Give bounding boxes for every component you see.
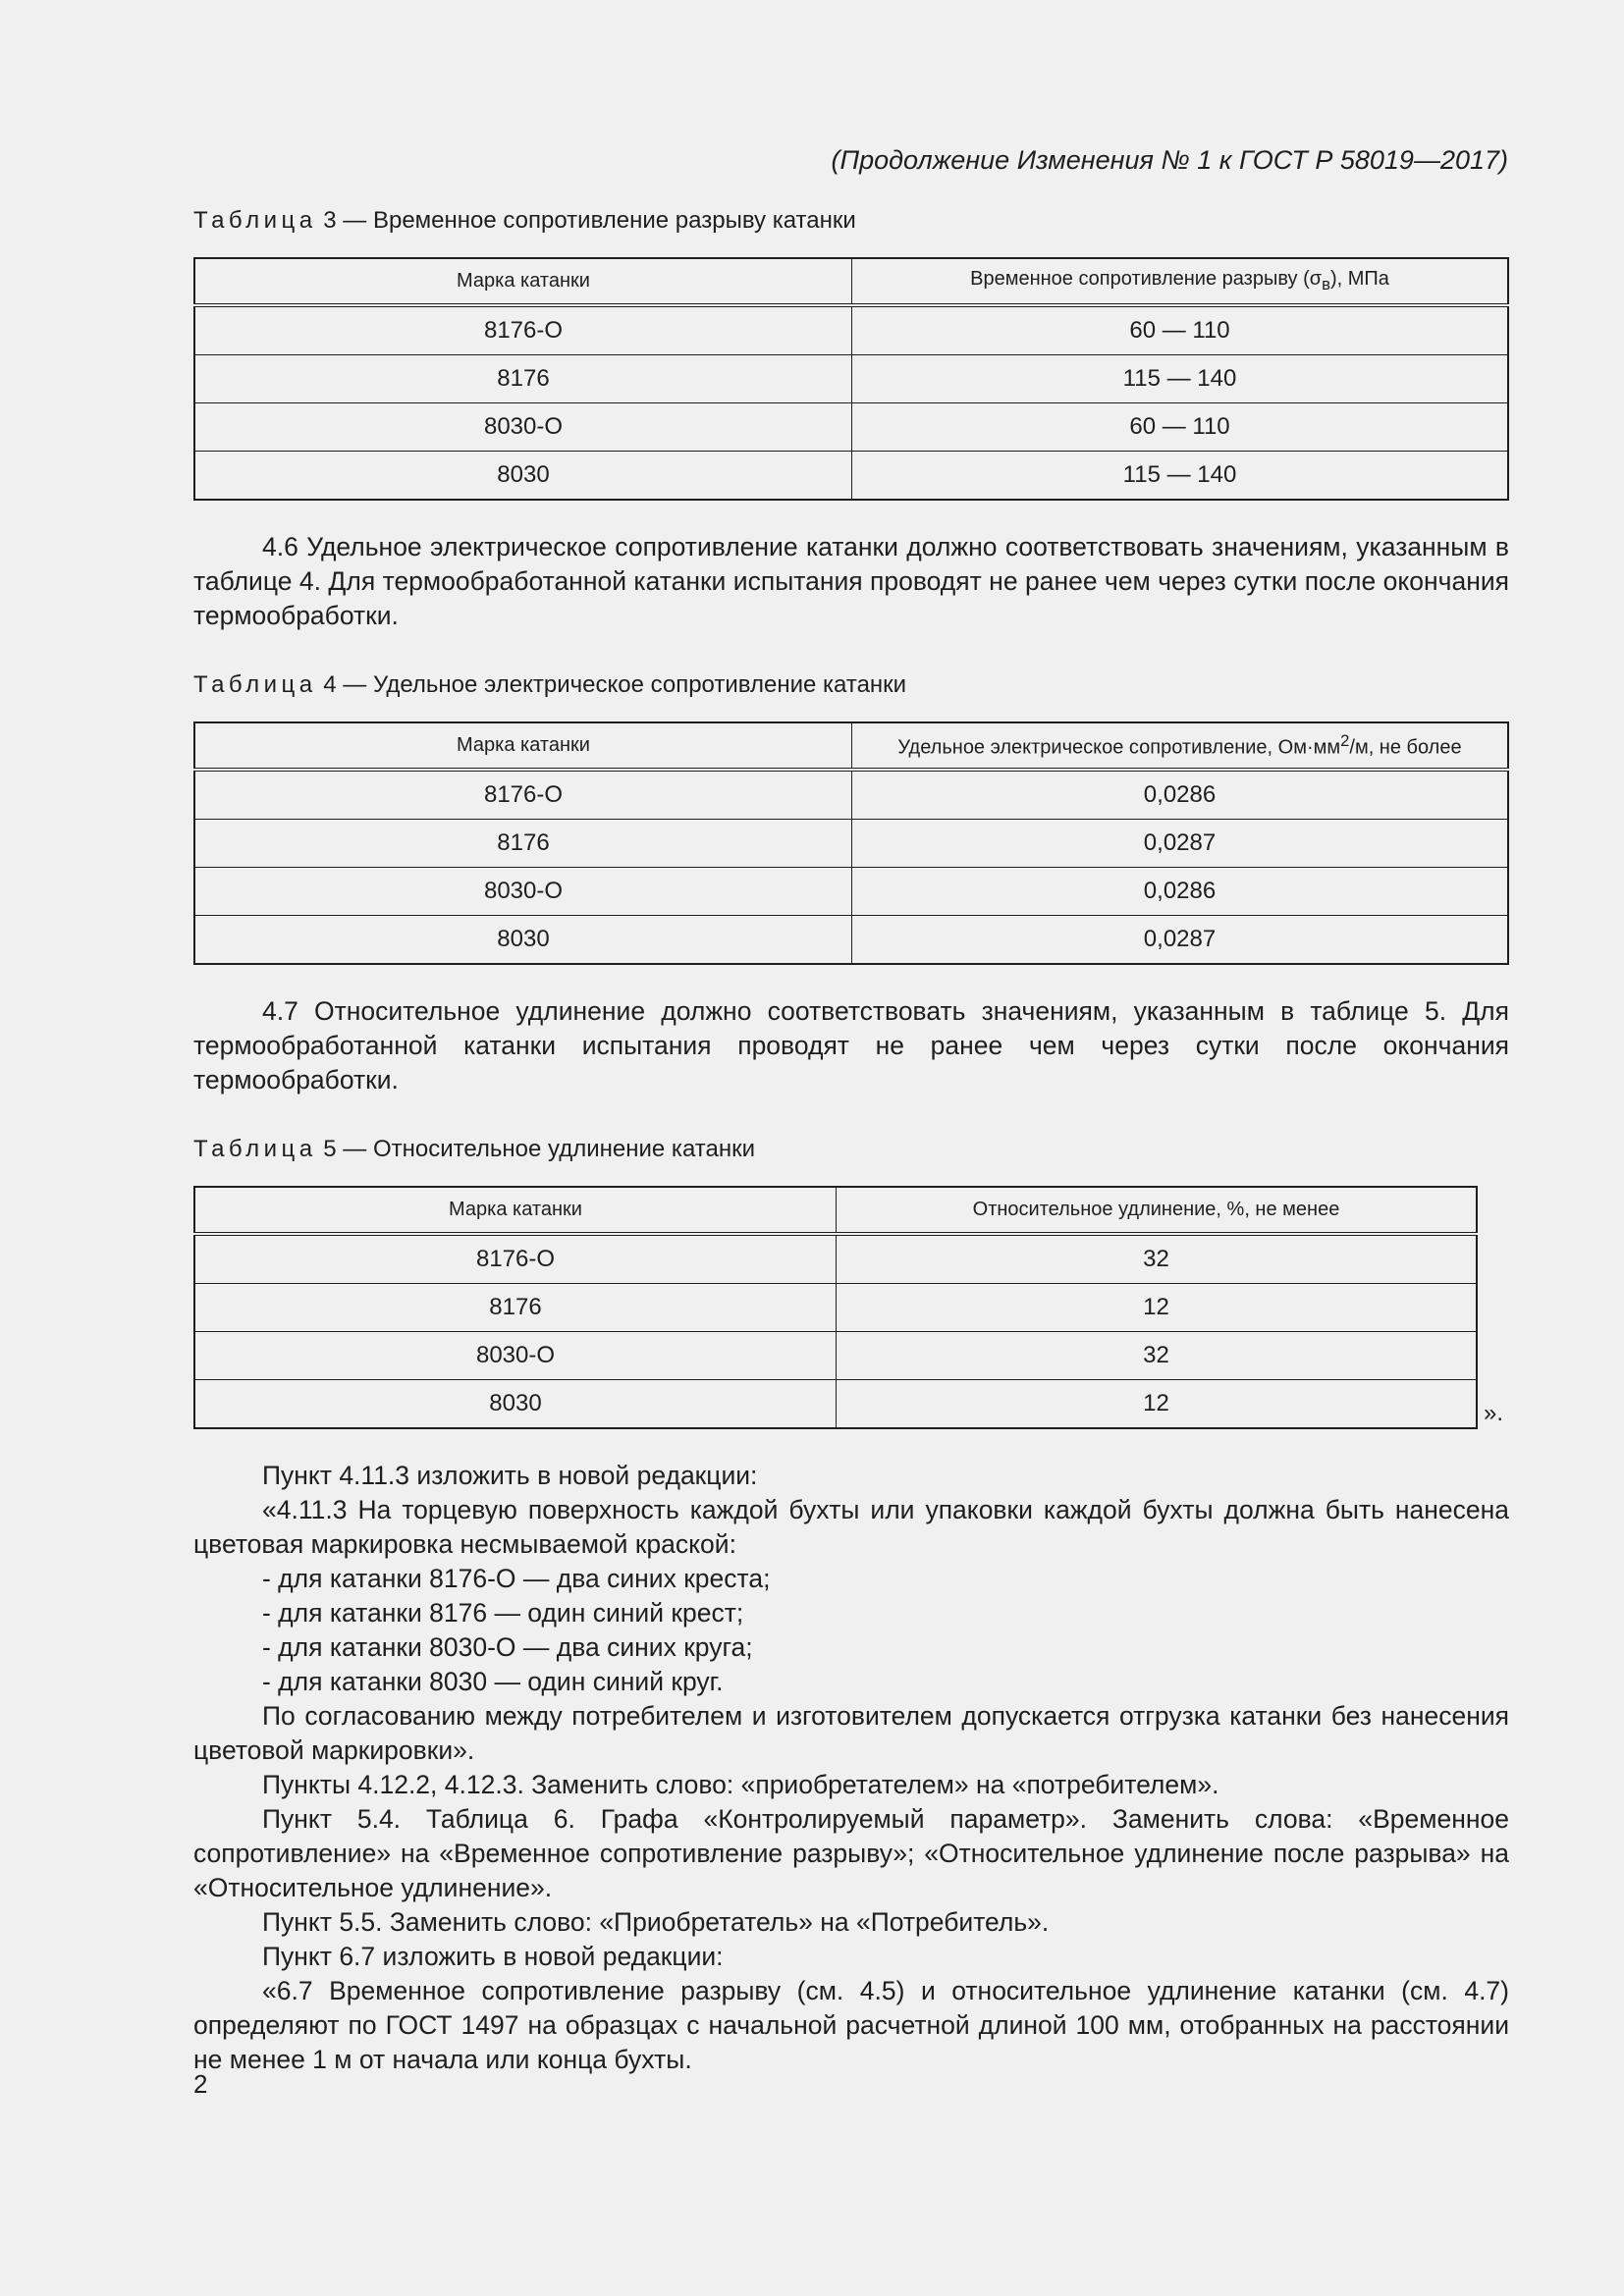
table5-wrapper [193,1186,1509,1429]
table5-caption [193,1135,1509,1164]
table-cell-grade: 8176 [194,355,852,403]
table3-col-strength-tail: ), МПа [1329,268,1389,290]
table5-header-row [194,1187,1477,1234]
table5-closing-quote: ». [1484,1400,1504,1426]
table-cell-grade: 8030-О [194,868,852,916]
table3-col-grade: Марка катанки [194,258,852,305]
table-cell-grade: 8030 [194,916,852,965]
table-cell-value: 32 [837,1332,1478,1380]
table-cell-grade: 8030 [194,1380,837,1429]
table-row [194,305,1508,355]
table-cell-value: 0,0287 [852,820,1509,868]
table-row [194,355,1508,403]
table4-caption [193,670,1509,700]
table-row [194,403,1508,452]
table-row [194,1380,1477,1429]
table5-col-grade: Марка катанки [194,1187,837,1234]
table5-caption-prefix: Таблица [193,1136,317,1162]
table-cell-grade: 8176 [194,1284,837,1332]
table-row [194,1284,1477,1332]
table-cell-value: 32 [837,1234,1478,1284]
table-cell-value: 0,0286 [852,770,1509,820]
table4-col-resistivity [852,722,1509,770]
table5-caption-text: 5 — Относительное удлинение катанки [323,1136,756,1162]
table3-col-strength-main: Временное сопротивление разрыву (σ [970,268,1323,290]
table5 [193,1186,1478,1429]
table-cell-value: 115 — 140 [852,452,1509,501]
table4-col-resistivity-main: Удельное электрическое сопротивление, Ом·мм [897,736,1341,759]
table-cell-grade: 8030-О [194,1332,837,1380]
table-cell-value: 60 — 110 [852,403,1509,452]
table4-col-grade: Марка катанки [194,722,852,770]
table4-col-resistivity-tail: /м, не более [1349,736,1462,759]
table4 [193,721,1509,965]
list-item: - для катанки 8176-О — два синих креста; [262,1564,771,1593]
table-cell-value: 60 — 110 [852,305,1509,355]
table-cell-value: 12 [837,1380,1478,1429]
paragraph-4-11-3: «4.11.3 На торцевую поверхность каждой бухты или упаковки каждой бухты должна быть нанесена цветовая маркировка несмываемой краской: [193,1495,1509,1559]
table3-caption [193,206,1509,236]
table-cell-value: 115 — 140 [852,355,1509,403]
paragraph-5-4: Пункт 5.4. Таблица 6. Графа «Контролируемый параметр». Заменить слова: «Временное сопротивление» на «Временное сопротивление разрыву»; «Относительное удлинение после разрыва» на «Относительное удлинение». [193,1804,1509,1902]
paragraph-agreement: По согласованию между потребителем и изготовителем допускается отгрузка катанки без нанесения цветовой маркировки». [193,1701,1509,1765]
table3-col-strength-sub: в [1322,275,1330,294]
paragraph-6-7: «6.7 Временное сопротивление разрыву (см. 4.5) и относительное удлинение катанки (см. 4.7) определяют по ГОСТ 1497 на образцах с начальной расчетной длиной 100 мм, отобранных на расстоянии не менее 1 м от начала или конца бухты. [193,1976,1509,2074]
table3-col-strength [852,258,1509,305]
table-row [194,770,1508,820]
list-item: - для катанки 8176 — один синий крест; [262,1598,744,1628]
table-cell-grade: 8176 [194,820,852,868]
paragraph-4-7: 4.7 Относительное удлинение должно соответствовать значениям, указанным в таблице 5. Для термообработанной катанки испытания проводят не ранее чем через сутки после окончания термообработки. [193,996,1509,1095]
table3-header-row [194,258,1508,305]
paragraph-6-7-intro: Пункт 6.7 изложить в новой редакции: [262,1942,724,1971]
table4-caption-prefix: Таблица [193,671,317,698]
table-row [194,820,1508,868]
table-cell-value: 12 [837,1284,1478,1332]
table4-caption-text: 4 — Удельное электрическое сопротивление катанки [323,671,907,698]
page-number: 2 [193,2069,208,2099]
table-cell-grade: 8176-О [194,770,852,820]
table5-col-elongation: Относительное удлинение, %, не менее [837,1187,1478,1234]
table3 [193,257,1509,501]
table-row [194,868,1508,916]
paragraph-5-5: Пункт 5.5. Заменить слово: «Приобретатель» на «Потребитель». [262,1907,1050,1937]
table-cell-grade: 8030-О [194,403,852,452]
table-cell-grade: 8176-О [194,1234,837,1284]
table-row [194,452,1508,501]
table4-header-row [194,722,1508,770]
page-header: (Продолжение Изменения № 1 к ГОСТ Р 58019—2017) [831,145,1508,175]
table-row [194,1234,1477,1284]
list-item: - для катанки 8030-О — два синих круга; [262,1632,753,1662]
table-cell-grade: 8176-О [194,305,852,355]
paragraph-4-12: Пункты 4.12.2, 4.12.3. Заменить слово: «приобретателем» на «потребителем». [262,1770,1219,1799]
table3-caption-prefix: Таблица [193,207,317,234]
table-cell-value: 0,0286 [852,868,1509,916]
table-row [194,1332,1477,1380]
paragraph-4-6: 4.6 Удельное электрическое сопротивление катанки должно соответствовать значениям, указанным в таблице 4. Для термообработанной катанки испытания проводят не ранее чем через сутки после окончания термообработки. [193,532,1509,630]
table3-caption-text: 3 — Временное сопротивление разрыву катанки [323,207,856,234]
table-row [194,916,1508,965]
table-cell-value: 0,0287 [852,916,1509,965]
list-item: - для катанки 8030 — один синий круг. [262,1667,724,1696]
table4-col-resistivity-sup: 2 [1340,731,1350,751]
paragraph-4-11-3-intro: Пункт 4.11.3 изложить в новой редакции: [262,1461,758,1490]
table-cell-grade: 8030 [194,452,852,501]
document-body [193,206,1509,2077]
